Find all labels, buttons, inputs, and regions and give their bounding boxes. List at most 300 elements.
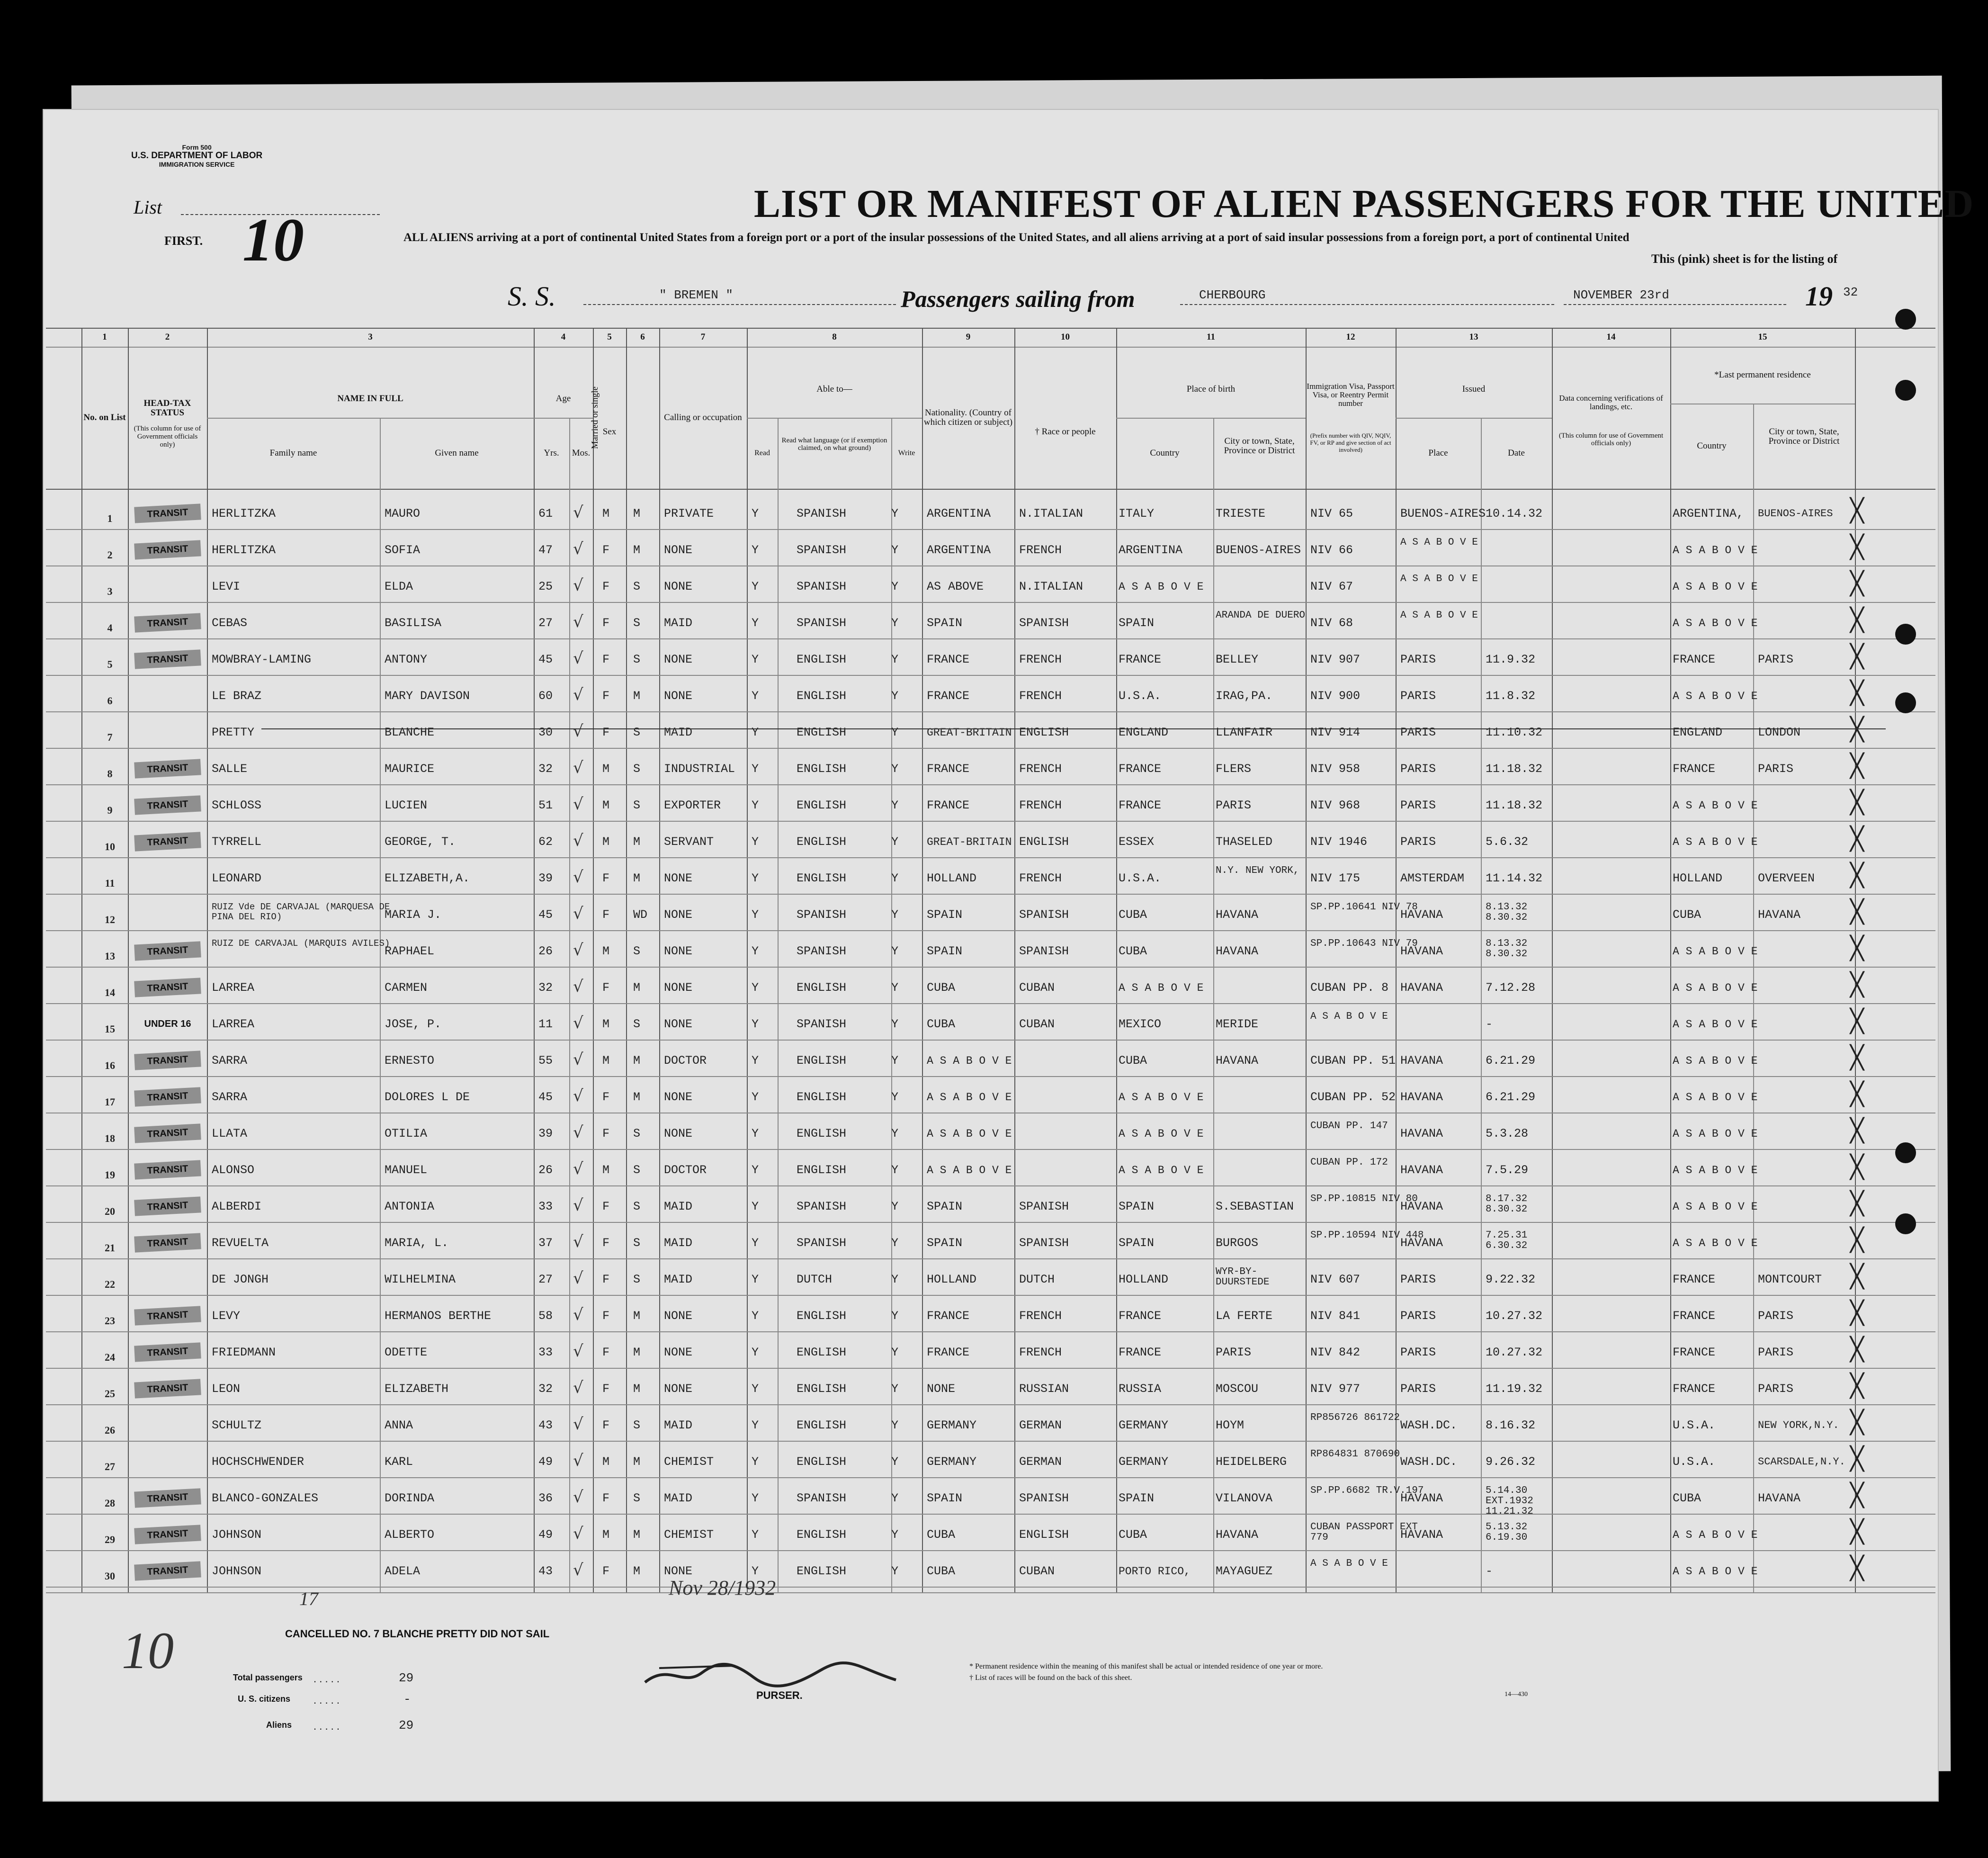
cell-sex: F [602,726,610,739]
cell-ms: M [633,871,641,885]
cross-mark-icon: ╳ [1850,1044,1864,1071]
cell-sex: F [602,1200,610,1213]
cell-family: PRETTY [212,726,255,739]
cell-age: 43 [538,1418,553,1432]
cell-birth-country: GERMANY [1119,1455,1169,1469]
cell-iss-place: HAVANA [1400,1127,1443,1140]
cell-birth-country: FRANCE [1119,799,1162,812]
strike-through [261,728,1886,729]
cell-sex: M [602,799,610,812]
cell-birth-city: BUENOS-AIRES [1216,543,1301,557]
cell-age: 49 [538,1455,553,1469]
cell-given: ELIZABETH [385,1382,449,1396]
cell-visa: SP.PP.6682 TR.V.197 [1310,1485,1424,1496]
cross-mark-icon: ╳ [1850,1154,1864,1180]
check-mark-icon: √ [573,1123,583,1142]
head-tax-stamp: TRANSIT [134,1342,201,1362]
cell-nationality: CUBA [927,981,956,995]
row-number: 27 [105,1461,115,1472]
handwritten-count: 17 [299,1588,318,1609]
cell-race: SPANISH [1019,944,1069,958]
table-row [44,822,1938,857]
cell-race: SPANISH [1019,616,1069,630]
cell-read: Y [752,1418,759,1432]
cell-occupation: NONE [664,1090,693,1104]
cell-race: RUSSIAN [1019,1382,1069,1396]
cell-nationality: HOLLAND [927,871,977,885]
cell-write: Y [891,1200,899,1213]
cell-occupation: EXPORTER [664,799,721,812]
table-row [44,1186,1938,1222]
cell-family: LEVY [212,1309,241,1323]
cell-given: MAURO [385,507,421,521]
cell-given: ANTONY [385,653,428,666]
cross-mark-icon: ╳ [1850,935,1864,961]
cell-nationality: ARGENTINA [927,543,991,557]
subhead-line [747,418,922,419]
row-number: 30 [105,1570,115,1582]
cell-occupation: CHEMIST [664,1455,714,1469]
cell-occupation: NONE [664,1382,693,1396]
cell-birth-city: TRIESTE [1216,507,1266,521]
cell-lang: ENGLISH [797,1346,847,1359]
year-prefix: 19 [1805,281,1833,312]
cross-mark-icon: ╳ [1850,826,1864,852]
cell-birth-country: A S A B O V E [1119,982,1204,994]
cell-family: JOHNSON [212,1564,262,1578]
cell-res-country: ARGENTINA, [1673,507,1744,521]
ss-label: S. S. [508,281,556,312]
cell-read: Y [752,1236,759,1250]
punch-hole [1895,624,1916,645]
cell-given: ANNA [385,1418,413,1432]
check-mark-icon: √ [573,685,583,704]
cell-res-country: CUBA [1673,908,1701,922]
cell-sex: F [602,1418,610,1432]
cell-iss-date: 8.13.32 8.30.32 [1486,902,1528,923]
cell-ms: S [633,1236,641,1250]
cell-sex: M [602,1528,610,1542]
header-yrs: Yrs. [544,448,559,458]
ship-name: " BREMEN " [659,288,734,302]
cell-read: Y [752,1200,759,1213]
cell-birth-country: GERMANY [1119,1418,1169,1432]
cell-given: LUCIEN [385,799,428,812]
cell-visa: NIV 907 [1310,653,1361,666]
cell-write: Y [891,543,899,557]
cell-ms: M [633,689,641,703]
cross-mark-icon: ╳ [1850,1445,1864,1472]
cell-read: Y [752,1309,759,1323]
cell-ms: WD [633,908,648,922]
cell-visa: A S A B O V E [1310,1558,1388,1569]
row-number: 13 [105,950,115,962]
cell-age: 47 [538,543,553,557]
cell-age: 32 [538,1382,553,1396]
cell-age: 27 [538,1273,553,1286]
cell-race: DUTCH [1019,1273,1055,1286]
cell-family: LEONARD [212,871,262,885]
cell-nationality: AS ABOVE [927,580,984,593]
head-tax-stamp: TRANSIT [134,795,201,815]
punch-hole [1895,380,1916,401]
table-row [44,1551,1938,1587]
cell-occupation: NONE [664,653,693,666]
row-number: 26 [105,1424,115,1436]
cell-age: 55 [538,1054,553,1068]
cell-lang: SPANISH [797,616,847,630]
cell-read: Y [752,1054,759,1068]
cross-mark-icon: ╳ [1850,607,1864,633]
table-row [44,1259,1938,1295]
cell-lang: SPANISH [797,908,847,922]
cell-occupation: NONE [664,944,693,958]
cell-sex: F [602,1236,610,1250]
cell-sex: F [602,908,610,922]
cell-lang: ENGLISH [797,1163,847,1177]
check-mark-icon: √ [573,1232,583,1251]
aliens-label: Aliens [266,1720,292,1730]
check-mark-icon: √ [573,1561,583,1580]
cell-lang: ENGLISH [797,1309,847,1323]
cell-nationality: NONE [927,1382,956,1396]
cell-nationality: A S A B O V E [927,1164,1012,1176]
colnum: 14 [1606,332,1616,342]
cross-mark-icon: ╳ [1850,534,1864,560]
cell-birth-city: BELLEY [1216,653,1259,666]
row-number: 23 [105,1315,115,1327]
cell-read: Y [752,1090,759,1104]
cell-iss-date: 11.18.32 [1486,799,1543,812]
row-number: 25 [105,1388,115,1400]
cell-family: BLANCO-GONZALES [212,1491,319,1505]
cell-write: Y [891,507,899,521]
cell-nationality: SPAIN [927,944,963,958]
cell-birth-country: ESSEX [1119,835,1155,849]
cell-visa: NIV 968 [1310,799,1361,812]
cell-given: MAURICE [385,762,435,776]
cell-given: MARIA J. [385,908,442,922]
cell-res-country: A S A B O V E [1673,945,1758,958]
cell-iss-place: WASH.DC. [1400,1455,1458,1469]
cell-res-city: PARIS [1758,1309,1794,1323]
cell-nationality: CUBA [927,1017,956,1031]
dots: . . . . . [313,1673,340,1685]
cell-occupation: NONE [664,543,693,557]
cell-iss-place: A S A B O V E [1400,574,1478,584]
header-mos: Mos. [572,448,591,458]
colnum: 5 [607,332,612,342]
cross-mark-icon: ╳ [1850,1117,1864,1144]
colnum-line [46,347,1935,348]
cell-visa: CUBAN PP. 172 [1310,1157,1388,1168]
cell-lang: ENGLISH [797,1090,847,1104]
cell-read: Y [752,944,759,958]
head-tax-stamp: TRANSIT [134,613,201,632]
cell-iss-date: - [1486,1017,1493,1031]
cell-birth-country: ITALY [1119,507,1155,521]
row-number: 8 [107,768,113,780]
cell-family: SARRA [212,1090,248,1104]
cell-given: MARY DAVISON [385,689,470,703]
punch-hole [1895,309,1916,330]
footnote-2: † List of races will be found on the back of this sheet. [969,1674,1132,1682]
cell-birth-city: MAYAGUEZ [1216,1564,1273,1578]
cell-age: 32 [538,981,553,995]
cell-family: ALBERDI [212,1200,262,1213]
row-number: 15 [105,1023,115,1035]
cell-res-country: A S A B O V E [1673,1018,1758,1031]
port-underline [1180,304,1554,305]
cell-nationality: CUBA [927,1564,956,1578]
check-mark-icon: √ [573,977,583,996]
head-tax-stamp: TRANSIT [134,832,201,851]
head-tax-stamp: TRANSIT [134,503,201,523]
cell-race: CUBAN [1019,981,1055,995]
check-mark-icon: √ [573,941,583,960]
cell-nationality: HOLLAND [927,1273,977,1286]
cell-birth-city: HAVANA [1216,1054,1259,1068]
cross-mark-icon: ╳ [1850,680,1864,706]
cell-birth-city: ARANDA DE DUERO [1216,610,1306,621]
cell-given: SOFIA [385,543,421,557]
cell-race: FRENCH [1019,1309,1062,1323]
cell-lang: SPANISH [797,944,847,958]
cell-given: ELIZABETH,A. [385,871,470,885]
cell-iss-date: 11.14.32 [1486,871,1543,885]
cell-res-city: MONTCOURT [1758,1273,1822,1286]
cell-lang: ENGLISH [797,653,847,666]
cell-write: Y [891,689,899,703]
cell-read: Y [752,726,759,739]
cell-visa: NIV 977 [1310,1382,1361,1396]
cell-read: Y [752,507,759,521]
margin-number: 10 [122,1622,174,1679]
header-nationality: Nationality. (Country of which citizen or subject) [923,408,1013,427]
cell-ms: M [633,543,641,557]
cell-sex: M [602,507,610,521]
cell-write: Y [891,726,899,739]
colnum: 7 [700,332,706,342]
cell-race: GERMAN [1019,1455,1062,1469]
cell-given: ODETTE [385,1346,428,1359]
cell-visa: CUBAN PP. 147 [1310,1121,1388,1131]
table-row [44,749,1938,784]
cell-given: ALBERTO [385,1528,435,1542]
row-number: 4 [107,622,113,634]
head-tax-stamp: UNDER 16 [144,1019,191,1029]
cell-ms: M [633,1455,641,1469]
cell-res-country: A S A B O V E [1673,1201,1758,1213]
cell-birth-country: CUBA [1119,1054,1147,1068]
header-residence: *Last permanent residence [1714,370,1811,380]
check-mark-icon: √ [573,1524,583,1543]
cell-iss-date: - [1486,1564,1493,1578]
cell-res-country: A S A B O V E [1673,690,1758,702]
cell-iss-place: AMSTERDAM [1400,871,1465,885]
cell-race: SPANISH [1019,908,1069,922]
table-row [44,1150,1938,1185]
cell-read: Y [752,1491,759,1505]
row-number: 28 [105,1497,115,1509]
header-data-concerning: Data concerning verifications of landings, etc. [1559,394,1663,411]
punch-hole [1895,692,1916,713]
cross-mark-icon: ╳ [1850,570,1864,597]
colnum: 15 [1758,332,1767,342]
cell-res-country: HOLLAND [1673,871,1723,885]
cell-iss-place: HAVANA [1400,908,1443,922]
cell-res-country: A S A B O V E [1673,1529,1758,1541]
cell-lang: SPANISH [797,1017,847,1031]
head-tax-stamp: TRANSIT [134,649,201,669]
cell-visa: CUBAN PASSPORT EXT 779 [1310,1522,1418,1543]
cell-nationality: ARGENTINA [927,507,991,521]
cross-mark-icon: ╳ [1850,898,1864,925]
cell-iss-place: HAVANA [1400,1236,1443,1250]
cell-visa: NIV 607 [1310,1273,1361,1286]
subhead-line [1116,418,1306,419]
cell-nationality: FRANCE [927,799,970,812]
cell-res-country: FRANCE [1673,762,1716,776]
colnum: 11 [1207,332,1215,342]
cell-lang: ENGLISH [797,1528,847,1542]
head-tax-stamp: TRANSIT [134,759,201,778]
cross-mark-icon: ╳ [1850,1555,1864,1581]
list-number: 10 [242,206,304,274]
head-tax-stamp: TRANSIT [134,978,201,997]
table-row [44,1041,1938,1076]
cell-write: Y [891,1163,899,1177]
cell-read: Y [752,799,759,812]
year-suffix: 32 [1843,285,1858,299]
cell-nationality: FRANCE [927,689,970,703]
cell-occupation: NONE [664,908,693,922]
purser-label: PURSER. [756,1689,803,1701]
cell-nationality: SPAIN [927,616,963,630]
cell-write: Y [891,1236,899,1250]
cell-sex: F [602,1491,610,1505]
cell-res-country: A S A B O V E [1673,544,1758,557]
cell-given: BASILISA [385,616,442,630]
cell-birth-city: PARIS [1216,1346,1252,1359]
cross-mark-icon: ╳ [1850,1409,1864,1436]
head-tax-stamp: TRANSIT [134,1561,201,1580]
cell-occupation: NONE [664,1309,693,1323]
cell-age: 25 [538,580,553,593]
cell-occupation: NONE [664,580,693,593]
cell-read: Y [752,689,759,703]
cell-birth-country: CUBA [1119,1528,1147,1542]
cell-visa: A S A B O V E [1310,1011,1388,1022]
cell-iss-date: 7.25.31 6.30.32 [1486,1230,1528,1251]
table-row [44,639,1938,675]
cell-ms: M [633,1528,641,1542]
cell-age: 43 [538,1564,553,1578]
cell-write: Y [891,908,899,922]
cell-iss-date: 5.14.30 EXT.1932 11.21.32 [1486,1485,1533,1517]
header-family-name: Family name [269,448,317,458]
cell-nationality: GERMANY [927,1455,977,1469]
cell-res-country: A S A B O V E [1673,982,1758,994]
table-row [44,1077,1938,1113]
table-row [44,494,1938,529]
header-res-country: Country [1697,441,1727,451]
cell-visa: NIV 68 [1310,616,1353,630]
cell-race: CUBAN [1019,1564,1055,1578]
row-number: 21 [105,1242,115,1254]
cell-iss-date: 7.12.28 [1486,981,1536,995]
cell-family: JOHNSON [212,1528,262,1542]
cell-iss-date: 11.19.32 [1486,1382,1543,1396]
ship-underline [583,304,896,305]
cell-res-country: A S A B O V E [1673,1091,1758,1104]
cell-iss-date: 10.27.32 [1486,1346,1543,1359]
cell-birth-country: FRANCE [1119,1346,1162,1359]
cell-given: KARL [385,1455,413,1469]
dots: . . . . . [313,1720,340,1732]
cell-sex: F [602,1127,610,1140]
dots: . . . . . [313,1694,340,1706]
cross-mark-icon: ╳ [1850,1336,1864,1363]
colnum: 2 [165,332,170,342]
cell-birth-city: BURGOS [1216,1236,1259,1250]
cell-birth-city: N.Y. NEW YORK, [1216,865,1299,876]
cell-sex: F [602,653,610,666]
cell-write: Y [891,1017,899,1031]
cell-family: ALONSO [212,1163,255,1177]
cell-age: 61 [538,507,553,521]
cell-res-city: NEW YORK,N.Y. [1758,1419,1839,1431]
cell-res-country: CUBA [1673,1491,1701,1505]
cell-res-city: HAVANA [1758,908,1801,922]
cell-age: 58 [538,1309,553,1323]
cell-visa: SP.PP.10643 NIV 79 [1310,938,1418,949]
table-row [44,895,1938,930]
cell-age: 33 [538,1346,553,1359]
cell-read: Y [752,1273,759,1286]
cell-res-city: SCARSDALE,N.Y. [1758,1456,1845,1468]
cell-sex: F [602,1346,610,1359]
cell-visa: NIV 66 [1310,543,1353,557]
cell-res-city: PARIS [1758,762,1794,776]
row-number: 16 [105,1059,115,1071]
check-mark-icon: √ [573,649,583,668]
cell-iss-place: WASH.DC. [1400,1418,1458,1432]
cell-visa: NIV 842 [1310,1346,1361,1359]
cell-given: JOSE, P. [385,1017,442,1031]
table-row [44,530,1938,565]
cell-iss-date: 11.18.32 [1486,762,1543,776]
cell-nationality: GREAT-BRITAIN [927,836,1012,848]
check-mark-icon: √ [573,722,583,741]
cell-age: 37 [538,1236,553,1250]
table-row [44,785,1938,821]
cell-res-country: FRANCE [1673,1309,1716,1323]
cell-res-country: FRANCE [1673,1273,1716,1286]
cell-read: Y [752,580,759,593]
colnum: 8 [832,332,837,342]
cell-occupation: NONE [664,1127,693,1140]
cell-sex: F [602,543,610,557]
cell-res-country: A S A B O V E [1673,1128,1758,1140]
cell-visa: SP.PP.10641 NIV 78 [1310,902,1418,913]
cell-occupation: SERVANT [664,835,714,849]
cell-iss-date: 8.17.32 8.30.32 [1486,1194,1528,1215]
cell-iss-place: PARIS [1400,799,1436,812]
cell-iss-date: 11.10.32 [1486,726,1543,739]
cell-race: N.ITALIAN [1019,580,1084,593]
cell-lang: DUTCH [797,1273,833,1286]
